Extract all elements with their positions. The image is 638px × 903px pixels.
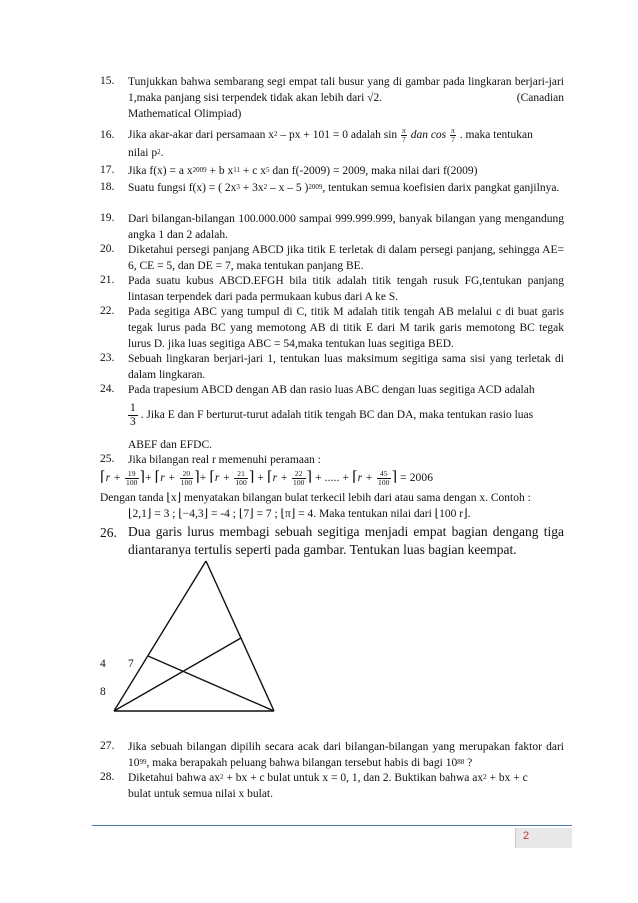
- cevian-1: [114, 638, 241, 711]
- item-25-number: 25.: [100, 453, 115, 465]
- one-third-fraction: $\frac{1}{3}$: [130, 401, 136, 428]
- item-23-text: Sebuah lingkaran berjari-jari 1, tentukan luas maksimum segitiga sama sisi yang terletak di dalam lingkaran.: [128, 353, 564, 381]
- item-18-text: Suatu fungsi f(x) = ( $2x^3 + 3x^2 - x - 5$ )$^{2009}$, tentukan semua koefisien darix pangkat ganjilnya.: [128, 182, 560, 194]
- pi-over-7-fraction: $\frac{\pi}{7}$: [451, 125, 455, 144]
- item-20-number: 20.: [100, 243, 115, 255]
- item-27-text: Jika sebuah bilangan dipilih secara acak dari bilangan-bilangan yang merupakan faktor dari $10^{99}$, maka berapakah peluang bahwa bilangan tersebut habis di bagi $10^{88}$ ?: [128, 741, 564, 769]
- item-22-text: Pada segitiga ABC yang tumpul di C, titik M adalah titik tengah AB melalui c di buat garis tegak lurus pada BC yang memotong AB di titik E dari M tarik garis memotong BC tegak lurus D. jika luas segitiga ABC = 54,maka tentukan luas segitiga BED.: [128, 306, 564, 350]
- ceiling-definition: Dengan tanda ⌊x⌋ menyatakan bilangan bulat terkecil lebih dari atau sama dengan x. Contoh :: [100, 492, 531, 504]
- item-23-number: 23.: [100, 352, 115, 364]
- item-24-text-line2: $\frac{1}{3}$ . Jika E dan F berturut-turut adalah titik tengah BC dan DA, maka tentukan rasio luas: [130, 401, 534, 428]
- item-19-text: Dari bilangan-bilangan 100.000.000 sampai 999.999.999, banyak bilangan yang mengandung angka 1 dan 2 adalah.: [128, 213, 564, 241]
- item-26-text: Dua garis lurus membagi sebuah segitiga menjadi empat bagian dengang tiga diantaranya tertulis seperti pada gambar. Tentukan luas bagian keempat.: [128, 524, 564, 557]
- triangle-side-left: [114, 561, 206, 711]
- page-number: 2: [523, 830, 530, 842]
- item-16-text: Jika akar-akar dari persamaan $x^2$ – px + 101 = 0 adalah sin $\frac{\pi}{7}$ dan cos $\frac{\pi}{7}$ . maka tentukan: [128, 125, 533, 144]
- item-20-text: Diketahui persegi panjang ABCD jika titik E terletak di dalam persegi panjang, sehingga AE= 6, CE = 5, dan DE = 7, maka tentukan panjang BE.: [128, 244, 564, 272]
- item-17-number: 17.: [100, 164, 115, 176]
- item-16-number: 16.: [100, 129, 115, 141]
- footer-rule: [92, 825, 572, 826]
- item-15-text: Tunjukkan bahwa sembarang segi empat tali busur yang di gambar pada lingkaran berjari-jari 1,maka panjang sisi terpendek tidak akan lebih dari √2. (Canadian Mathematical Olimpiad): [128, 76, 564, 120]
- item-24-text: Pada trapesium ABCD dengan AB dan rasio luas ABC dengan luas segitiga ACD adalah: [128, 384, 535, 396]
- item-26-number: 26.: [100, 525, 117, 540]
- item-25-text: Jika bilangan real r memenuhi peramaan :: [128, 454, 321, 466]
- item-27-number: 27.: [100, 740, 115, 752]
- triangle-side-right: [206, 561, 274, 711]
- ceiling-examples: ⌊2,1⌋ = 3 ; ⌊−4,3⌋ = -4 ; ⌊7⌋ = 7 ; ⌊π⌋ = 4. Maka tentukan nilai dari ⌊100 r⌋.: [128, 508, 471, 520]
- item-28-text: Diketahui bahwa $ax^2$ + bx + c bulat untuk x = 0, 1, dan 2. Buktikan bahwa $ax^2$ + bx + c bulat untuk semua nilai x bulat.: [128, 772, 528, 800]
- ceiling-equation: ⌈r + $\frac{19}{100}$ ⌉+ ⌈r + $\frac{20}{100}$ ⌉+ ⌈r + $\frac{21}{100}$ ⌉ + ⌈r + $\frac{22}{100}$ ⌉ + ..... + ⌈r + $\frac{45}{100}$ ⌉ = 2006: [100, 468, 434, 487]
- item-17-text: Jika f(x) = a $x^{2009} + b$ $x^{11} + c$ $x^5$ dan f(-2009) = 2009, maka nilai dari f(2009): [128, 165, 478, 177]
- item-21-text: Pada suatu kubus ABCD.EFGH bila titik adalah titik tengah rusuk FG,tentukan panjang lintasan terpendek dari pada permukaan kubus dari A ke S.: [128, 275, 564, 303]
- item-24-number: 24.: [100, 383, 115, 395]
- item-21-number: 21.: [100, 274, 115, 286]
- figure-label-4: 4: [100, 658, 106, 670]
- item-15-number: 15.: [100, 75, 115, 87]
- cevian-2: [148, 656, 274, 711]
- item-28-number: 28.: [100, 771, 115, 783]
- figure-label-7: 7: [128, 658, 134, 670]
- figure-label-8: 8: [100, 686, 106, 698]
- item-24-text-line3: ABEF dan EFDC.: [128, 439, 213, 451]
- item-22-number: 22.: [100, 305, 115, 317]
- item-15-note: (Canadian: [516, 92, 564, 104]
- item-16-text-line2: nilai $p^2$.: [128, 147, 164, 159]
- item-19-number: 19.: [100, 212, 115, 224]
- item-18-number: 18.: [100, 181, 115, 193]
- pi-over-7-fraction: $\frac{\pi}{7}$: [402, 125, 406, 144]
